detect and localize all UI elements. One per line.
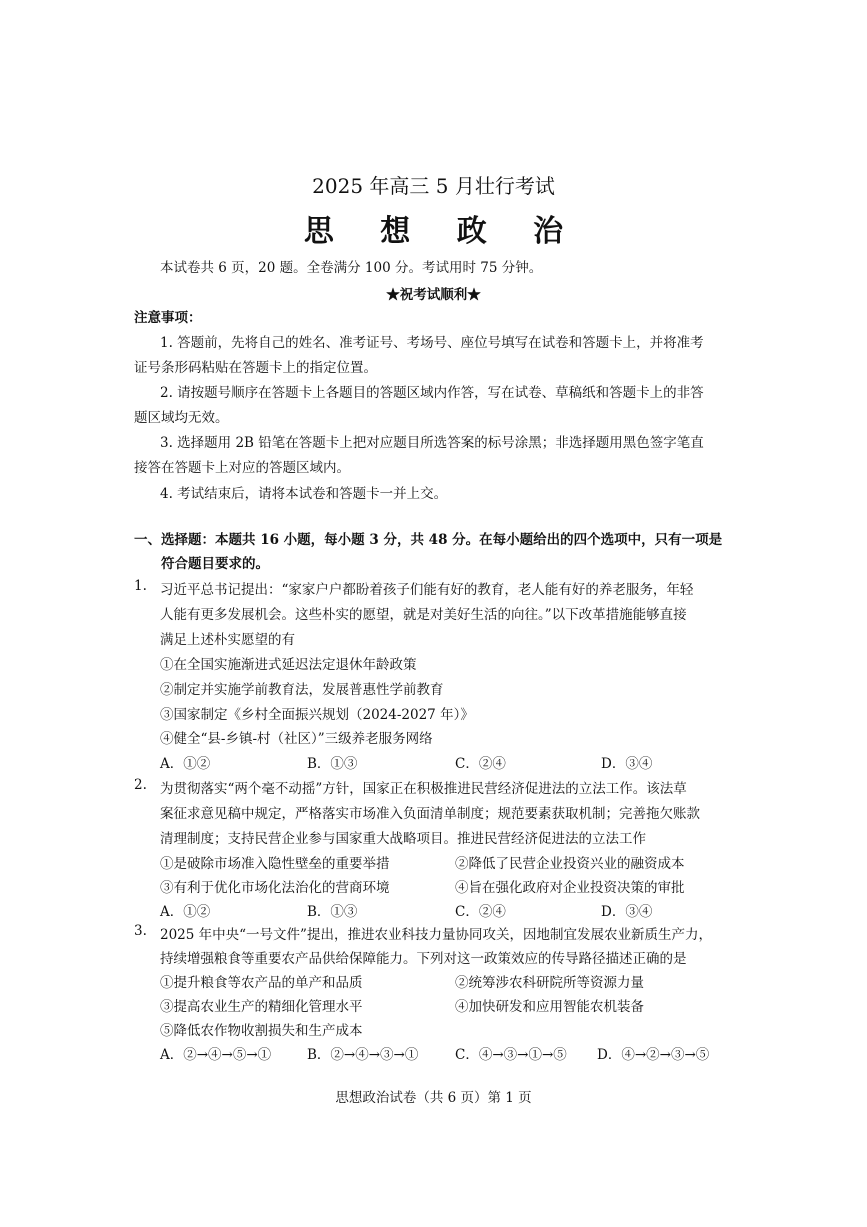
question-1-option-d[interactable]: D．③④ bbox=[601, 756, 653, 772]
question-2-statement: ①是破除市场准入隐性壁垒的重要举措 bbox=[160, 856, 390, 872]
question-3-statement: ②统筹涉农科研院所等资源力量 bbox=[455, 975, 644, 991]
question-1-option-b[interactable]: B．①③ bbox=[307, 756, 358, 772]
question-2-statement: ③有利于优化市场化法治化的营商环境 bbox=[160, 880, 390, 896]
question-3-statement: ①提升粮食等农产品的单产和品质 bbox=[160, 975, 363, 991]
question-2-option-b[interactable]: B．①③ bbox=[307, 904, 358, 920]
question-1-statement: ②制定并实施学前教育法，发展普惠性学前教育 bbox=[160, 682, 444, 698]
question-1-stem-line: 人能有更多发展机会。这些朴实的愿望，就是对美好生活的向往。”以下改革措施能够直接 bbox=[160, 607, 687, 623]
question-2-option-c[interactable]: C．②④ bbox=[455, 904, 506, 920]
question-1-stem-line: 满足上述朴实愿望的有 bbox=[160, 632, 295, 648]
question-1-statement: ④健全“县-乡镇-村（社区）”三级养老服务网络 bbox=[160, 731, 433, 747]
notice-item-1-line1: 1. 答题前，先将自己的姓名、准考证号、考场号、座位号填写在试卷和答题卡上，并将准考 bbox=[160, 335, 704, 351]
notice-heading: 注意事项： bbox=[134, 310, 202, 326]
question-2-statement: ②降低了民营企业投资兴业的融资成本 bbox=[455, 856, 685, 872]
question-2-option-a[interactable]: A．①② bbox=[160, 904, 211, 920]
question-1-statement: ①在全国实施渐进式延迟法定退休年龄政策 bbox=[160, 657, 417, 673]
question-3-option-d[interactable]: D．④→②→③→⑤ bbox=[597, 1047, 710, 1063]
question-1-option-a[interactable]: A．①② bbox=[160, 756, 211, 772]
question-3-number: 3. bbox=[134, 923, 147, 939]
notice-item-2-line1: 2. 请按题号顺序在答题卡上各题目的答题区域内作答，写在试卷、草稿纸和答题卡上的非答 bbox=[160, 385, 704, 401]
notice-item-4-line1: 4. 考试结束后，请将本试卷和答题卡一并上交。 bbox=[160, 486, 448, 502]
question-2-stem-line: 案征求意见稿中规定，严格落实市场准入负面清单制度；规范要素获取机制；完善拖欠账款 bbox=[160, 806, 700, 822]
notice-item-3-line1: 3. 选择题用 2B 铅笔在答题卡上把对应题目所选答案的标号涂黑；非选择题用黑色签字笔直 bbox=[160, 435, 704, 451]
question-3-option-c[interactable]: C．④→③→①→⑤ bbox=[455, 1047, 567, 1063]
exam-info: 本试卷共 6 页，20 题。全卷满分 100 分。考试用时 75 分钟。 bbox=[160, 260, 543, 276]
notice-item-2-line2: 题区域均无效。 bbox=[134, 410, 229, 426]
subject-title: 思 想 政 治 bbox=[303, 214, 582, 249]
question-3-stem-line: 持续增强粮食等重要农产品供给保障能力。下列对这一政策效应的传导路径描述正确的是 bbox=[160, 951, 687, 967]
question-3-statement: ⑤降低农作物收割损失和生产成本 bbox=[160, 1023, 363, 1039]
question-1-option-c[interactable]: C．②④ bbox=[455, 756, 506, 772]
question-3-statement: ③提高农业生产的精细化管理水平 bbox=[160, 999, 363, 1015]
question-3-option-a[interactable]: A．②→④→⑤→① bbox=[160, 1047, 272, 1063]
question-3-stem-line: 2025 年中央“一号文件”提出，推进农业科技力量协同攻关，因地制宜发展农业新质生产力， bbox=[160, 927, 712, 943]
question-1-stem-line: 习近平总书记提出：“家家户户都盼着孩子们能有好的教育，老人能有好的养老服务，年轻 bbox=[160, 582, 694, 598]
question-1-statement: ③国家制定《乡村全面振兴规划（2024-2027 年）》 bbox=[160, 707, 474, 723]
section-heading-line2: 符合题目要求的。 bbox=[161, 556, 269, 572]
question-3-statement: ④加快研发和应用智能农机装备 bbox=[455, 999, 644, 1015]
question-2-stem-line: 为贯彻落实“两个毫不动摇”方针，国家正在积极推进民营经济促进法的立法工作。该法草 bbox=[160, 781, 687, 797]
question-3-option-b[interactable]: B．②→④→③→① bbox=[307, 1047, 419, 1063]
notice-item-3-line2: 接答在答题卡上对应的答题区域内。 bbox=[134, 460, 350, 476]
question-2-number: 2. bbox=[134, 777, 147, 793]
question-1-number: 1. bbox=[134, 578, 147, 594]
section-heading-line1: 一、选择题：本题共 16 小题，每小题 3 分，共 48 分。在每小题给出的四个选项中，只有一项是 bbox=[134, 532, 723, 548]
exam-title: 2025 年高三 5 月壮行考试 bbox=[312, 174, 555, 198]
good-luck-line: ★祝考试顺利★ bbox=[386, 287, 481, 303]
question-2-stem-line: 清理制度；支持民营企业参与国家重大战略项目。推进民营经济促进法的立法工作 bbox=[160, 831, 646, 847]
question-2-option-d[interactable]: D．③④ bbox=[601, 904, 653, 920]
notice-item-1-line2: 证号条形码粘贴在答题卡上的指定位置。 bbox=[134, 360, 377, 376]
question-2-statement: ④旨在强化政府对企业投资决策的审批 bbox=[455, 880, 685, 896]
page-footer: 思想政治试卷（共 6 页）第 1 页 bbox=[335, 1090, 532, 1106]
